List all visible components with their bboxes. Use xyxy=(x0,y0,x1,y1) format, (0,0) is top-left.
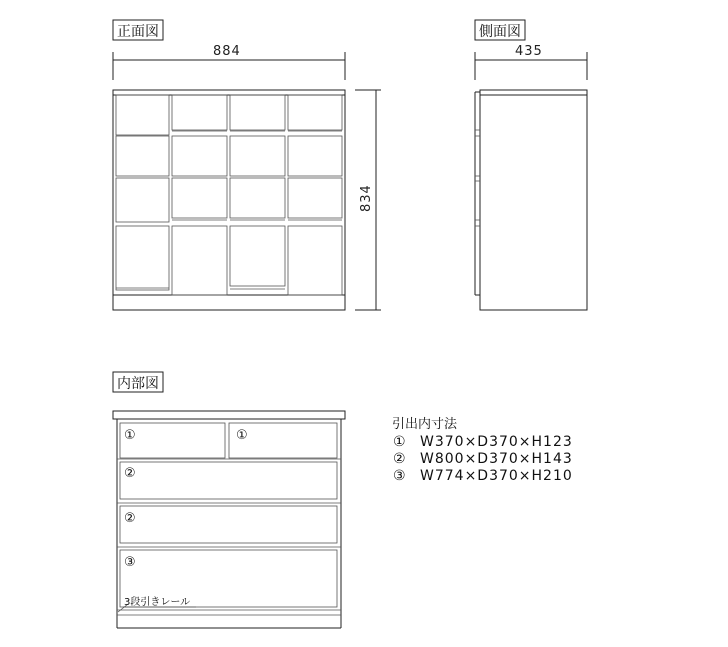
side-view-label-text: 側面図 xyxy=(479,24,521,40)
drawer-2-bottom xyxy=(120,506,337,543)
drawer-label: ② xyxy=(124,466,136,481)
front-view-label-text: 正面図 xyxy=(117,24,159,40)
depth-dimension xyxy=(475,44,587,80)
side-view-label xyxy=(475,20,525,40)
front-view xyxy=(113,90,345,310)
depth-value: 435 xyxy=(515,44,543,59)
spec-mark: ③ xyxy=(393,468,407,484)
drawer-label: ③ xyxy=(124,555,136,570)
inner-view-label xyxy=(113,372,163,392)
drawer-label: ② xyxy=(124,511,136,526)
inner-view xyxy=(113,411,345,628)
drawer-1-left xyxy=(120,423,225,458)
spec-value: W370×D370×H123 xyxy=(420,434,573,450)
width-value: 884 xyxy=(213,44,241,59)
spec-mark: ② xyxy=(393,451,407,467)
height-value: 834 xyxy=(359,184,374,212)
spec-value: W800×D370×H143 xyxy=(420,451,573,467)
spec-mark: ① xyxy=(393,434,407,450)
drawer-2-top xyxy=(120,462,337,499)
side-view xyxy=(475,90,587,310)
spec-title: 引出内寸法 xyxy=(392,417,458,432)
rail-note: 3段引きレール xyxy=(124,597,191,608)
front-view-label xyxy=(113,20,163,40)
drawer-label: ① xyxy=(124,428,136,443)
drawer-label: ① xyxy=(236,428,248,443)
front-width-dimension xyxy=(113,44,345,80)
spec-value: W774×D370×H210 xyxy=(420,468,573,484)
height-dimension xyxy=(355,90,381,310)
drawer-spec-list xyxy=(392,416,573,484)
inner-view-label-text: 内部図 xyxy=(117,376,159,392)
